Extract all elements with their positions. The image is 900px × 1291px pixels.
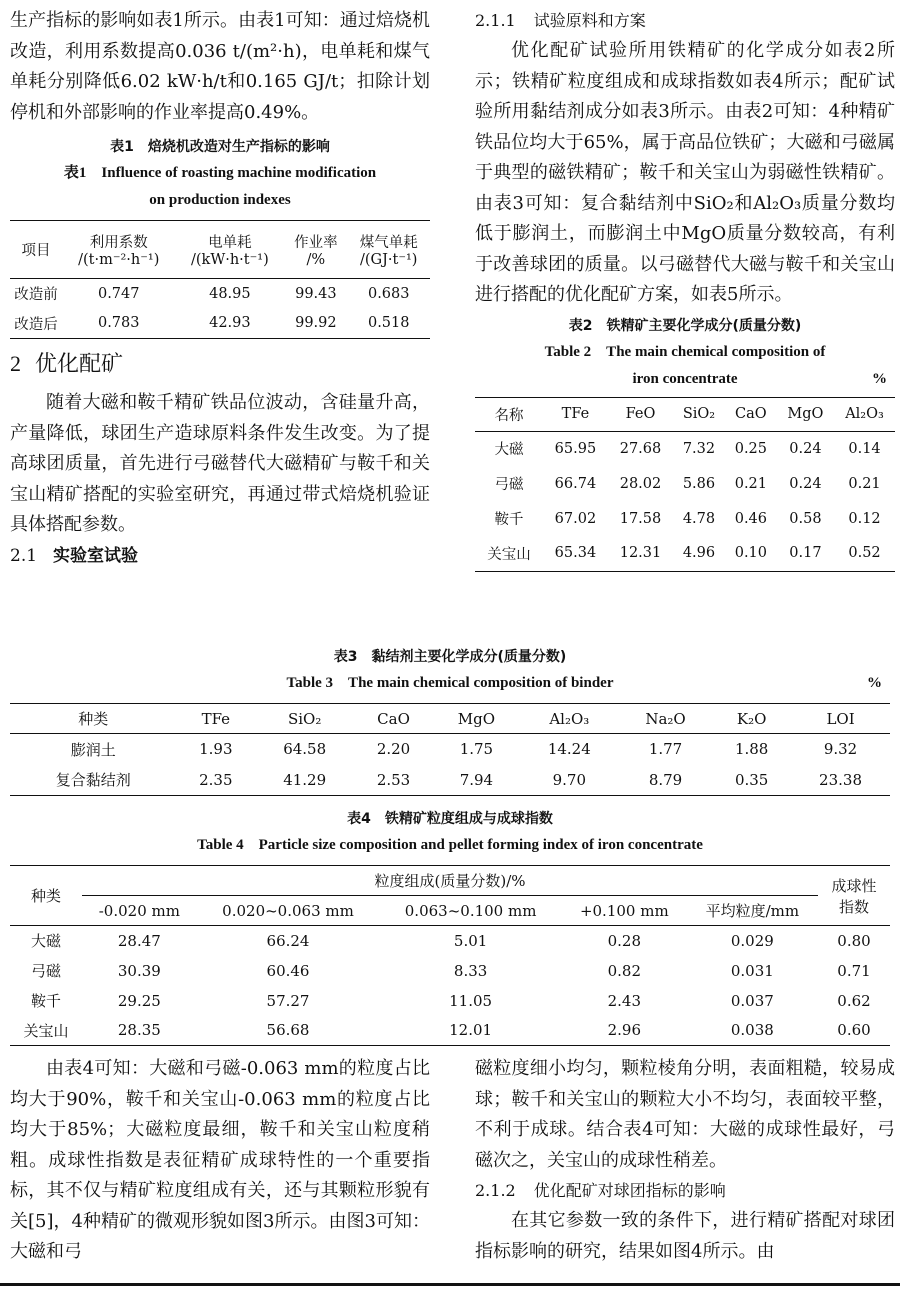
table-cell: 2.53 <box>376 770 411 789</box>
section-2-1-number: 2.1 <box>10 545 38 566</box>
table-cell: 改造前 <box>14 287 58 304</box>
section-2-1-2-heading <box>475 1176 895 1206</box>
table-cell: 2.20 <box>376 740 411 759</box>
table-row <box>10 765 890 796</box>
table2-header-row <box>475 397 895 431</box>
table-cell: 4.96 <box>682 545 716 562</box>
table-row <box>10 309 430 339</box>
table4-header-index-line2: 指数 <box>838 897 869 916</box>
table-row <box>475 431 895 466</box>
table-cell: 2.43 <box>607 991 642 1010</box>
table-cell: 弓磁 <box>494 477 524 493</box>
table-cell: 23.38 <box>819 770 862 789</box>
table-cell: 鞍千 <box>494 512 524 528</box>
table4-subheader: 0.020~0.063 mm <box>197 896 380 926</box>
table-cell: 7.32 <box>682 440 716 457</box>
section-2-1-1-title: 试验原料和方案 <box>533 11 646 30</box>
table-row <box>475 536 895 571</box>
table-cell: 28.02 <box>619 475 662 492</box>
table-cell: 8.33 <box>453 961 488 980</box>
right-column-top <box>475 6 895 572</box>
table2-caption-en-1: Table 2 The main chemical composition of <box>544 343 826 360</box>
table-cell: 0.46 <box>734 510 768 527</box>
table2-caption-en-2-text: iron concentrate <box>632 370 738 387</box>
table-cell: 0.038 <box>730 1021 774 1040</box>
table1-header-item: 项目 <box>10 221 62 279</box>
table-cell: 0.28 <box>607 931 642 950</box>
table-cell: 65.34 <box>554 545 597 562</box>
table-cell: 1.88 <box>734 740 769 759</box>
table3-header-cell: 种类 <box>10 704 176 734</box>
table3-header-cell: MgO <box>433 704 520 734</box>
right-column-bottom <box>475 1054 895 1267</box>
table1-header-row <box>10 221 430 279</box>
table-cell: 0.82 <box>607 961 642 980</box>
table-cell: 17.58 <box>619 510 662 527</box>
section-2-paragraph: 随着大磁和鞍千精矿铁品位波动，含硅量升高，产量降低，球团生产造球原料条件发生改变。为了提高球团质量，首先进行弓磁替代大磁精矿与鞍千和关宝山精矿搭配的实验室研究，再通过带式焙烧机验证具体搭配参数。 <box>10 392 430 535</box>
section-2-1-title: 实验室试验 <box>53 545 139 566</box>
section-2-1-1-paragraph: 优化配矿试验所用铁精矿的化学成分如表2所示；铁精矿粒度组成和成球指数如表4所示；配矿试验所用黏结剂成分如表3所示。由表2可知：4种精矿铁品位均大于65%，属于高品位铁矿；大磁和弓磁属于典型的磁铁精矿；鞍千和关宝山为弱磁性铁精矿。由表3可知：复合黏结剂中SiO₂和Al₂O₃质量分数均低于膨润土，而膨润土中MgO质量分数较高，有利于改善球团的质量。以弓磁替代大磁与鞍千和关宝山进行搭配的优化配矿方案，如表5所示。 <box>475 40 895 305</box>
table-cell: 0.747 <box>97 285 140 302</box>
table-cell: 大磁 <box>494 442 524 459</box>
table-row <box>10 734 890 765</box>
table-cell: 99.92 <box>295 315 337 332</box>
table2-block <box>475 313 895 572</box>
table1-header-col <box>175 221 284 279</box>
table-cell: 4.78 <box>682 510 716 527</box>
table-cell: 改造后 <box>14 316 58 333</box>
table3-block <box>10 644 890 796</box>
table3-header-cell: Al₂O₃ <box>520 704 619 734</box>
table-cell: 7.94 <box>459 770 494 789</box>
section-2-1-1-number: 2.1.1 <box>475 11 516 30</box>
table-cell: 5.86 <box>682 475 716 492</box>
table-row <box>10 926 890 956</box>
table-cell: 关宝山 <box>23 1021 69 1040</box>
table3-caption-zh: 表3 黏结剂主要化学成分(质量分数) <box>333 649 567 665</box>
section-2-1-1-heading <box>475 6 895 36</box>
table1 <box>10 220 430 339</box>
table3-header-cell: CaO <box>354 704 433 734</box>
table1-header-label: 电单耗 <box>208 235 252 251</box>
left-column-top <box>10 6 430 571</box>
section-2-1-2-paragraph: 在其它参数一致的条件下，进行精矿搭配对球团指标影响的研究，结果如图4所示。由 <box>475 1210 895 1262</box>
table-cell: 0.518 <box>367 315 410 332</box>
table-cell: 0.60 <box>837 1021 871 1040</box>
table-cell: 0.10 <box>734 545 768 562</box>
table-cell: 2.35 <box>199 770 233 789</box>
table3-header-cell: TFe <box>176 704 255 734</box>
table1-caption-en-1: 表1 Influence of roasting machine modification <box>63 165 377 181</box>
table-cell: 0.25 <box>734 440 768 457</box>
section-2-title: 优化配矿 <box>35 352 124 377</box>
table4-subheader: +0.100 mm <box>562 896 687 926</box>
paragraph-table1-intro: 生产指标的影响如表1所示。由表1可知：通过焙烧机改造，利用系数提高0.036 t/(m²·h)，电单耗和煤气单耗分别降低6.02 kW·h/t和0.165 GJ/t；扣除计划停机和外部影响的作业率提高0.49%。 <box>10 10 430 123</box>
table-row <box>10 1016 890 1046</box>
table1-header-unit: /(GJ·t⁻¹) <box>359 252 418 268</box>
table-cell: 14.24 <box>547 740 591 759</box>
table-cell: 57.27 <box>266 991 310 1010</box>
table-cell: 12.31 <box>619 545 662 562</box>
table-row <box>10 986 890 1016</box>
table-cell: 42.93 <box>209 315 251 332</box>
table2-caption-en-2 <box>475 366 895 393</box>
table4-header-index-line1: 成球性 <box>831 876 877 895</box>
table2-header-cell: 名称 <box>475 397 543 431</box>
table-cell: 0.21 <box>848 475 881 492</box>
table1-header-col <box>284 221 347 279</box>
table-cell: 11.05 <box>449 991 493 1010</box>
morphology-paragraph: 磁粒度细小均匀，颗粒棱角分明，表面粗糙，较易成球；鞍千和关宝山的颗粒大小不均匀，表面较平整，不利于成球。结合表4可知：大磁的成球性最好，弓磁次之，关宝山的成球性稍差。 <box>475 1058 895 1171</box>
table-cell: 0.683 <box>367 285 410 302</box>
table-cell: 0.24 <box>789 475 822 492</box>
table3-caption-en <box>10 670 890 697</box>
table-cell: 0.71 <box>837 961 871 980</box>
table4-subheader: 0.063~0.100 mm <box>379 896 562 926</box>
table4-caption-zh: 表4 铁精矿粒度组成与成球指数 <box>347 811 553 827</box>
table-cell: 1.93 <box>199 740 233 759</box>
table3-header-cell: Na₂O <box>619 704 713 734</box>
section-2-heading <box>10 345 430 384</box>
table-cell: 9.70 <box>552 770 587 789</box>
table2-unit: % <box>872 370 887 387</box>
table-cell: 5.01 <box>453 931 488 950</box>
table2-header-cell: CaO <box>725 397 777 431</box>
table3-unit: % <box>867 675 882 691</box>
table-cell: 30.39 <box>117 961 161 980</box>
table-row <box>475 466 895 501</box>
table3-header-cell: LOI <box>791 704 890 734</box>
table4 <box>10 865 890 1046</box>
table-cell: 12.01 <box>449 1021 493 1040</box>
table-row <box>10 956 890 986</box>
table-cell: 0.17 <box>789 545 822 562</box>
table-row <box>10 279 430 309</box>
table-cell: 0.80 <box>837 931 871 950</box>
table1-header-col <box>62 221 175 279</box>
table4-header-index <box>818 866 890 926</box>
table4-caption-en: Table 4 Particle size composition and pellet forming index of iron concentrate <box>197 837 703 853</box>
table4-group-header: 粒度组成(质量分数)/% <box>82 866 818 896</box>
table-cell: 0.62 <box>837 991 871 1010</box>
table1-header-unit: /(t·m⁻²·h⁻¹) <box>78 252 160 268</box>
table-cell: 0.58 <box>789 510 822 527</box>
table4-subheader: -0.020 mm <box>82 896 197 926</box>
table1-caption-en-2: on production indexes <box>149 192 291 208</box>
table-cell: 鞍千 <box>30 992 61 1010</box>
table2-caption-zh: 表2 铁精矿主要化学成分(质量分数) <box>568 317 802 334</box>
table-cell: 28.35 <box>117 1021 161 1040</box>
table1-header-label: 利用系数 <box>89 235 148 251</box>
table3-header-cell: K₂O <box>712 704 791 734</box>
table-cell: 0.52 <box>848 545 881 562</box>
table-cell: 0.24 <box>789 440 822 457</box>
table-cell: 膨润土 <box>70 740 116 759</box>
table1-block <box>10 134 430 339</box>
table-cell: 41.29 <box>283 770 327 789</box>
table-cell: 8.79 <box>648 770 683 789</box>
table-cell: 66.74 <box>554 475 597 492</box>
table-cell: 66.24 <box>266 931 310 950</box>
table-cell: 0.12 <box>848 510 881 527</box>
section-2-1-2-title: 优化配矿对球团指标的影响 <box>533 1181 726 1200</box>
table1-header-unit: /% <box>306 252 326 268</box>
table1-header-unit: /(kW·h·t⁻¹) <box>190 252 269 268</box>
table-cell: 99.43 <box>295 285 337 302</box>
table-cell: 2.96 <box>607 1021 642 1040</box>
table-cell: 65.95 <box>554 440 597 457</box>
section-2-1-heading <box>10 541 430 571</box>
table1-header-col <box>347 221 430 279</box>
table-cell: 复合黏结剂 <box>55 771 131 790</box>
table-cell: 27.68 <box>619 440 662 457</box>
table-cell: 1.77 <box>648 740 683 759</box>
page-bottom-rule <box>0 1283 900 1286</box>
section-2-1-2-number: 2.1.2 <box>475 1181 516 1200</box>
table-cell: 1.75 <box>459 740 494 759</box>
table2-header-cell: FeO <box>608 397 673 431</box>
table-row <box>475 501 895 536</box>
table-cell: 29.25 <box>117 991 161 1010</box>
table3-caption-en-text: Table 3 The main chemical composition of binder <box>286 675 614 691</box>
table-cell: 9.32 <box>823 740 858 759</box>
left-column-bottom <box>10 1054 430 1268</box>
table2 <box>475 397 895 572</box>
table4-header-type: 种类 <box>10 866 82 926</box>
table-cell: 0.029 <box>730 931 774 950</box>
table2-header-cell: TFe <box>543 397 608 431</box>
table1-caption-zh: 表1 焙烧机改造对生产指标的影响 <box>110 139 330 155</box>
table-cell: 67.02 <box>554 510 597 527</box>
table-cell: 64.58 <box>283 740 327 759</box>
table1-header-label: 作业率 <box>294 235 338 251</box>
table4-discussion-paragraph: 由表4可知：大磁和弓磁-0.063 mm的粒度占比均大于90%，鞍千和关宝山-0.063 mm的粒度占比均大于85%；大磁粒度最细，鞍千和关宝山粒度稍粗。成球性指数是表征精矿成球特性的一个重要指标，其不仅与精矿粒度组成有关，还与其颗粒形貌有关[5]，4种精矿的微观形貌如图3所示。由图3可知：大磁和弓 <box>10 1058 430 1262</box>
table-cell: 0.031 <box>730 961 774 980</box>
table4-subheader: 平均粒度/mm <box>687 896 818 926</box>
table3-header-row <box>10 704 890 734</box>
table3 <box>10 703 890 796</box>
table-cell: 48.95 <box>209 285 251 302</box>
table-cell: 大磁 <box>30 932 61 951</box>
table2-header-cell: Al₂O₃ <box>834 397 895 431</box>
table-cell: 0.35 <box>734 770 769 789</box>
table-cell: 0.21 <box>734 475 768 492</box>
table1-header-label: 煤气单耗 <box>359 235 418 251</box>
table-cell: 56.68 <box>266 1021 310 1040</box>
table-cell: 关宝山 <box>487 546 531 563</box>
table-cell: 60.46 <box>266 961 310 980</box>
table-cell: 弓磁 <box>30 962 61 980</box>
table2-header-cell: MgO <box>777 397 834 431</box>
table2-header-cell: SiO₂ <box>673 397 725 431</box>
table4-block <box>10 806 890 1046</box>
table-cell: 0.14 <box>848 440 881 457</box>
table4-header-row-1 <box>10 866 890 896</box>
table-cell: 0.783 <box>97 315 140 332</box>
table3-header-cell: SiO₂ <box>255 704 354 734</box>
table-cell: 0.037 <box>730 991 774 1010</box>
table-cell: 28.47 <box>117 931 161 950</box>
section-2-number: 2 <box>10 351 21 376</box>
table4-header-row-2 <box>10 896 890 926</box>
